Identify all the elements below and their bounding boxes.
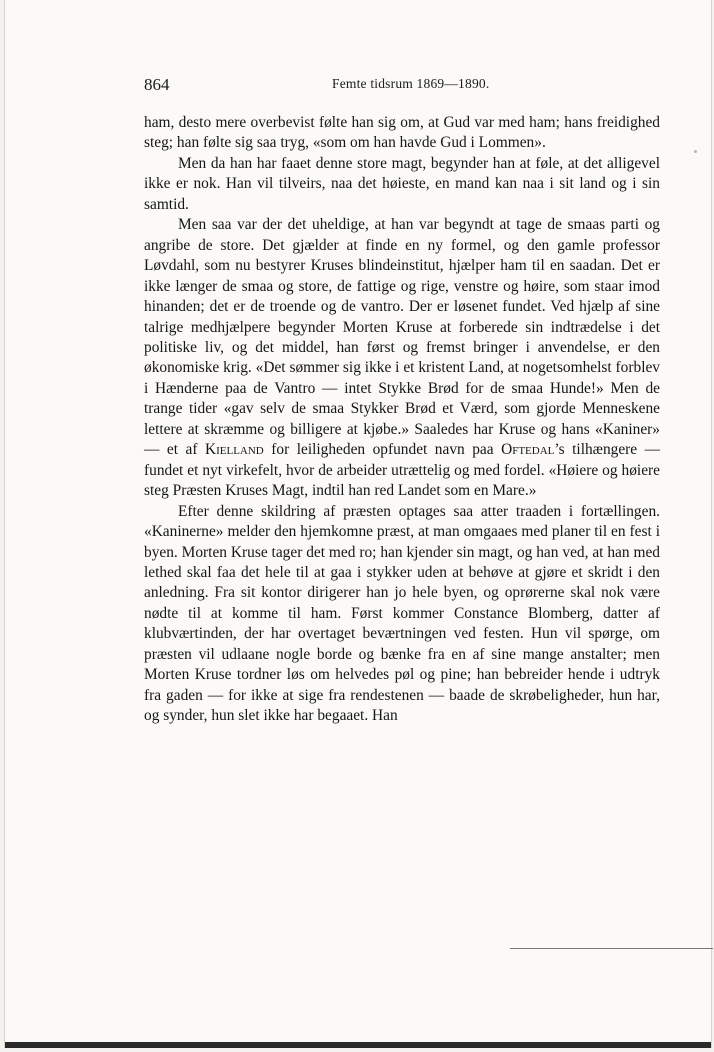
paragraph-2 <box>144 154 660 215</box>
paragraph-4 <box>144 502 660 727</box>
paragraph-3-text-a: Men saa var der det uheldige, at han var begyndt at tage de smaas parti og angribe de store. Det gjælder at finde en ny formel, og den gamle professor Løvdahl, som nu bestyrer Kruses blindeinstitut, hjælper ham til en saadan. Det er ikke længer de smaa og store, de fattige og rige, venstre og høire, som staar imod hinanden; det er de troende og de vantro. Der er løsenet fundet. Ved hjælp af sine talrige medhjælpere begynder Morten Kruse at forberede sin indtrædelse i det politiske liv, og det middel, han først og fremst bringer i anvendelse, er den økonomiske krig. «Det sømmer sig ikke i et kristent Land, at nogetsomhelst forblev i Hænderne paa de Vantro — intet Stykke Brød for de smaa Hunde!» Men de trange tider «gav selv de smaa Stykker Brød et Værd, som gjorde Menneskene lettere at skræmme og billigere at kjøbe.» Saaledes har Kruse og hans «Kaniner» — et af <box>144 216 660 459</box>
paragraph-4-text: Efter denne skildring af præsten optages saa atter traaden i fortællingen. «Kaninerne» melder den hjemkomne præst, at man omgaaes med planer til en fest i byen. Morten Kruse tager det med ro; han kjender sin magt, og han ved, at han med lethed skal faa det hele til at gaa i stykker uden at behøve at gjøre et skridt i den anledning. Fra sit kontor dirigerer han jo hele byen, og oprørerne skal nok være nødte til at komme til ham. Først kommer Constance Blomberg, datter af klubværtinden, der har overtaget beværtningen ved festen. Hun vil spørge, om præsten vil udlaane nogle borde og bænke fra en af sine mange anstalter; men Morten Kruse tordner løs om helvedes pøl og pine; han bebreider hende i udtryk fra gaden — for ikke at sige fra rendestenen — baade de skrøbeligheder, hun har, og synder, hun slet ikke har begaaet. Han <box>144 502 660 725</box>
paragraph-3 <box>144 215 660 501</box>
scan-edge <box>5 1042 711 1048</box>
paragraph-2-text: Men da han har faaet denne store magt, begynder han at føle, at det alligevel ikke er nok. Han vil tilveirs, naa det høieste, en mand kan naa i sit land og i sin samtid. <box>144 154 660 213</box>
running-title: Femte tidsrum 1869—1890. <box>332 76 490 91</box>
bottom-rule <box>510 948 713 949</box>
paragraph-1 <box>144 113 660 154</box>
paragraph-3-text-b: for leiligheden opfundet navn paa <box>263 441 494 459</box>
paper-speck <box>694 150 697 153</box>
paragraph-1-text: ham, desto mere overbevist følte han sig om, at Gud var med ham; hans freidighed steg; han følte sig saa tryg, «som om han havde Gud i Lommen». <box>144 114 660 152</box>
body-text <box>144 113 660 727</box>
paragraph-3-text-c: ’s tilhængere — fundet et nyt virkefelt, hvor de arbeider utrættelig og med fordel. «Høiere og høiere steg Præsten Kruses Magt, indtil han red Landet som en Mare.» <box>144 441 661 500</box>
page-number: 864 <box>144 75 170 94</box>
author-name-kielland: Kielland <box>204 441 264 459</box>
book-page <box>4 0 712 1048</box>
author-name-oftedal: Oftedal <box>501 441 555 459</box>
page-header <box>144 75 660 99</box>
